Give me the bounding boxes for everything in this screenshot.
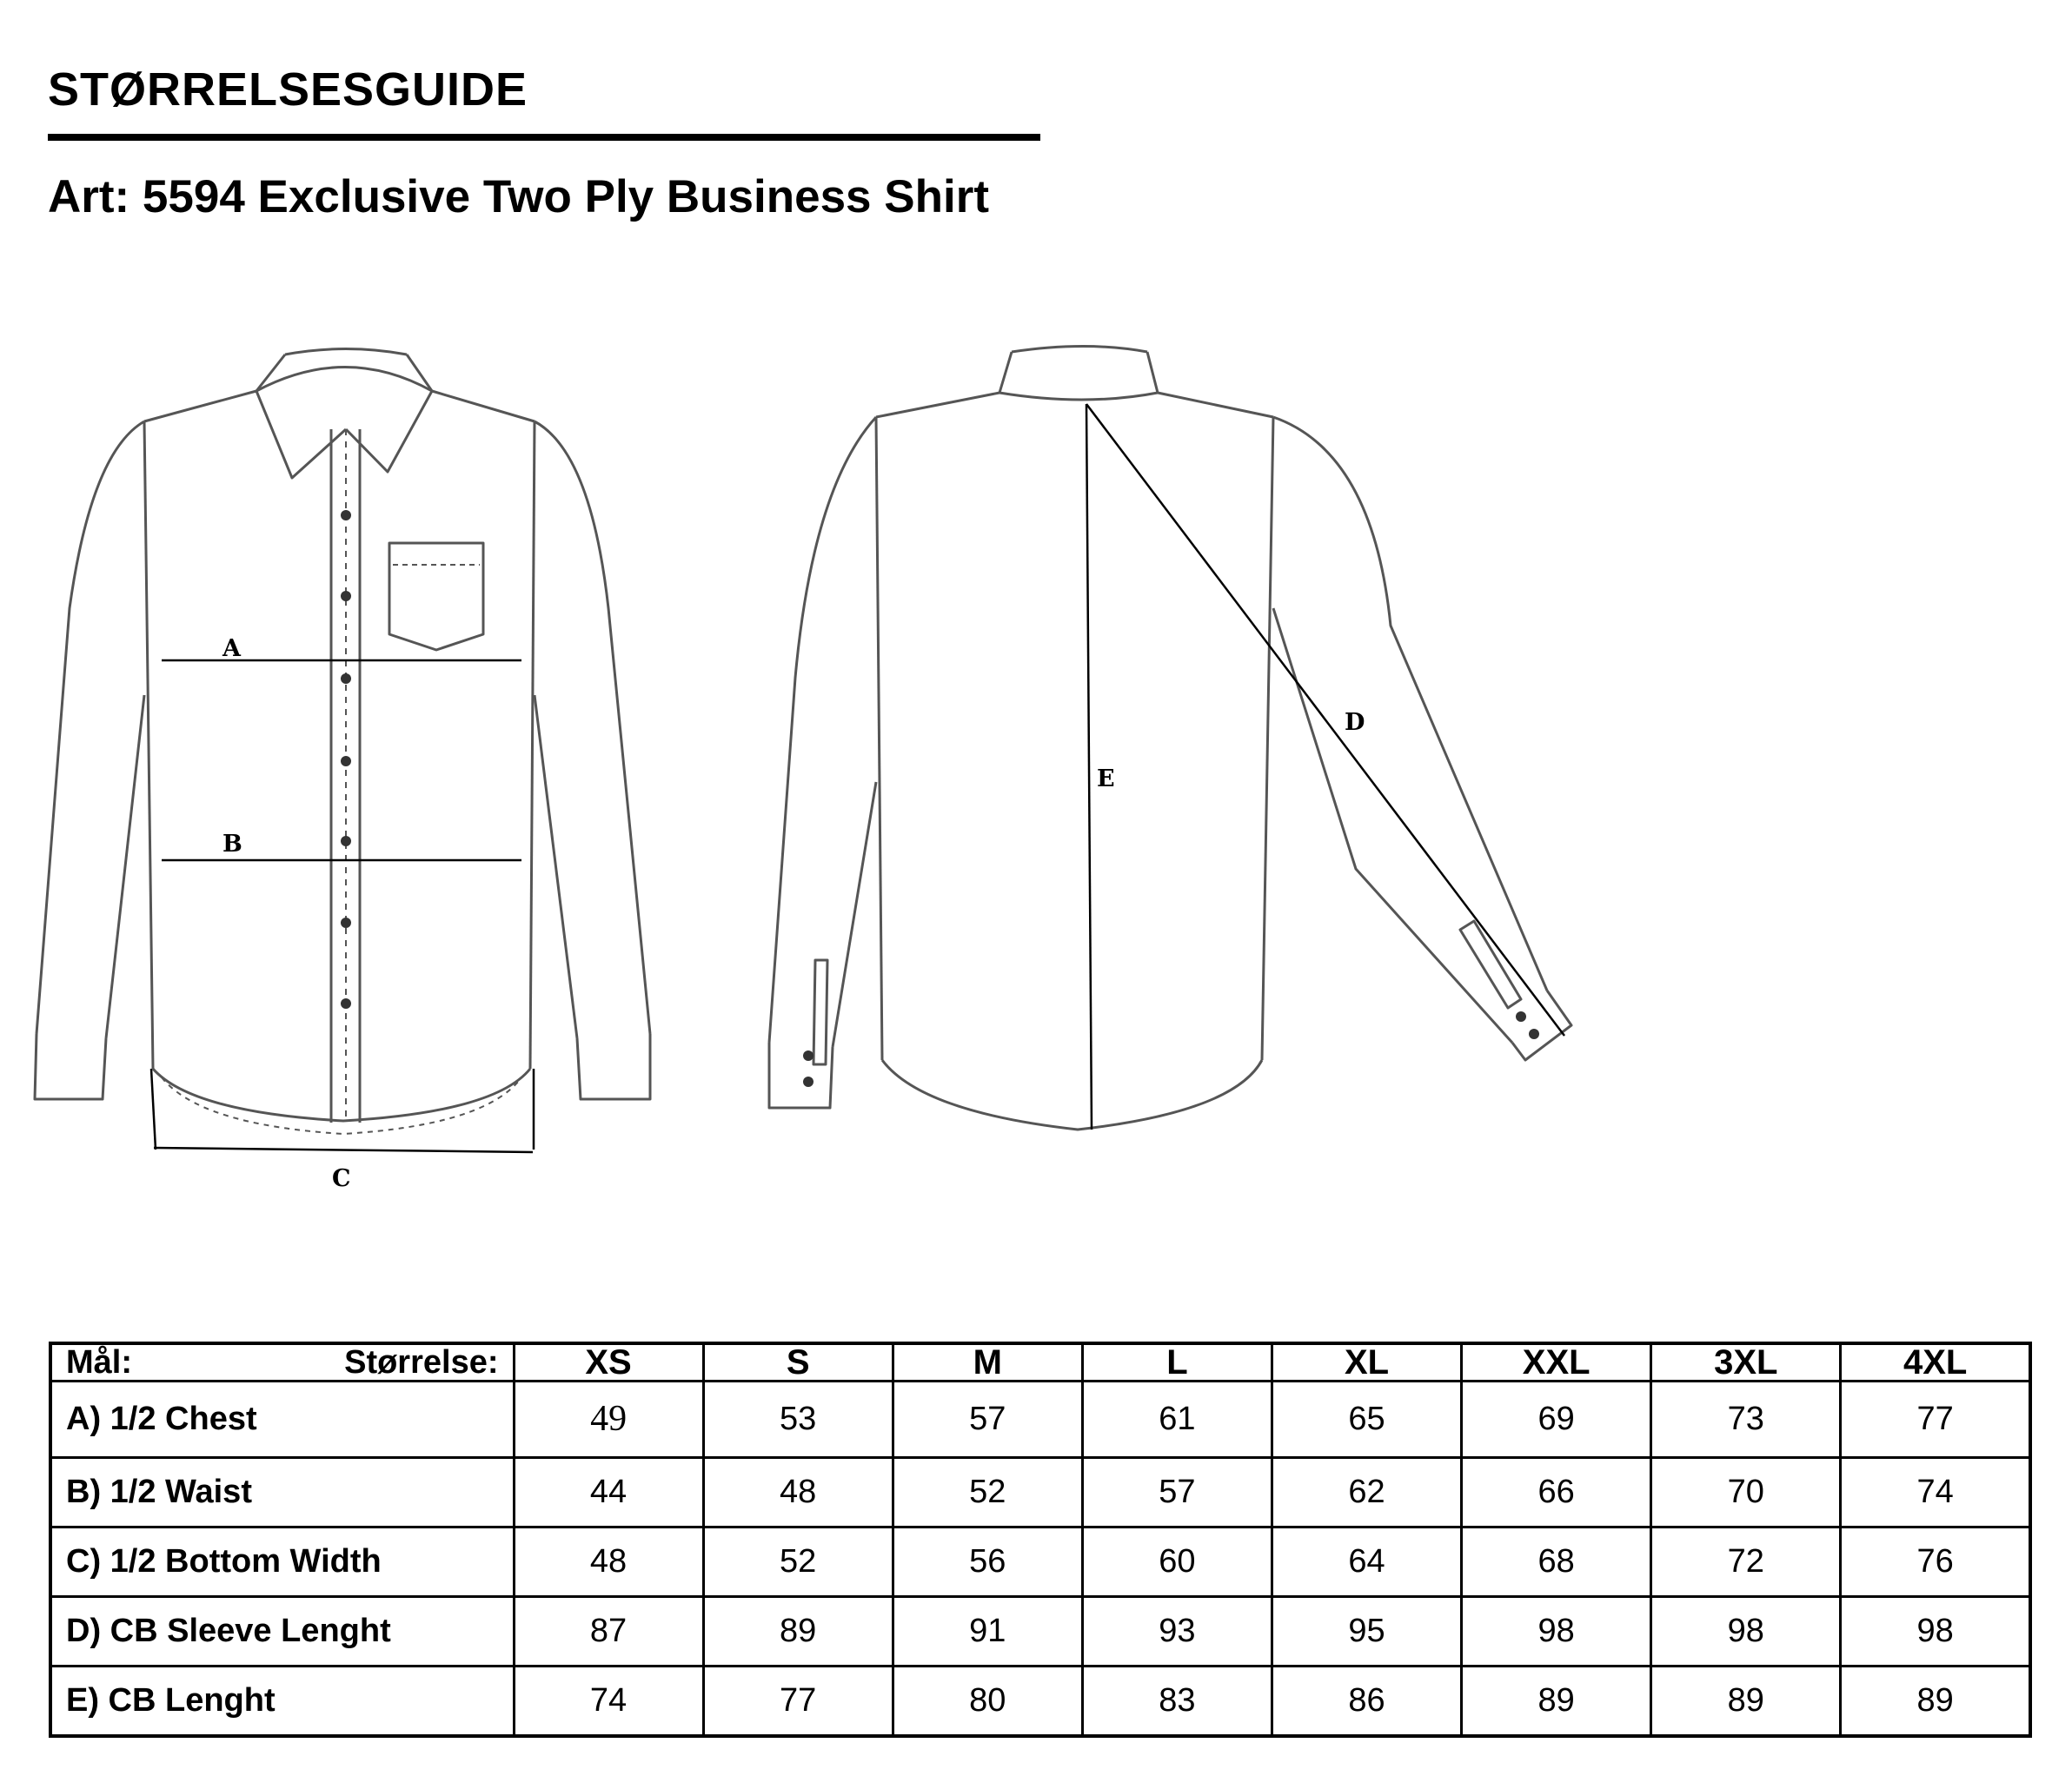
table-cell: 74 [514, 1666, 703, 1736]
table-cell: 48 [703, 1457, 893, 1527]
label-a: A [222, 635, 241, 662]
table-cell: 80 [893, 1666, 1082, 1736]
table-cell: 89 [703, 1596, 893, 1666]
table-cell: 44 [514, 1457, 703, 1527]
table-row [50, 1596, 2030, 1666]
product-title: Art: 5594 Exclusive Two Ply Business Shirt [48, 171, 989, 222]
table-cell: 68 [1462, 1527, 1651, 1596]
size-col-m: M [893, 1343, 1082, 1382]
measure-header-cell [50, 1343, 514, 1382]
table-row [50, 1382, 2030, 1458]
size-col-xxl: XXL [1462, 1343, 1651, 1382]
table-cell: 74 [1841, 1457, 2030, 1527]
label-d: D [1345, 709, 1365, 736]
size-col-xs: XS [514, 1343, 703, 1382]
table-cell: 93 [1082, 1596, 1272, 1666]
table-row [50, 1457, 2030, 1527]
table-row [50, 1666, 2030, 1736]
table-cell: 76 [1841, 1527, 2030, 1596]
table-cell: 70 [1651, 1457, 1841, 1527]
table-cell: 72 [1651, 1527, 1841, 1596]
shirt-front-view [35, 349, 650, 1135]
measure-header: Mål: [66, 1344, 132, 1381]
table-cell: 53 [703, 1382, 893, 1458]
label-e: E [1097, 765, 1115, 792]
table-cell: 87 [514, 1596, 703, 1666]
table-cell: 57 [893, 1382, 1082, 1458]
table-cell: 73 [1651, 1382, 1841, 1458]
table-cell: 49 [514, 1382, 703, 1458]
table-cell: 62 [1272, 1457, 1462, 1527]
row-label: B) 1/2 Waist [50, 1457, 514, 1527]
table-cell: 69 [1462, 1382, 1651, 1458]
table-cell: 52 [893, 1457, 1082, 1527]
table-cell: 65 [1272, 1382, 1462, 1458]
back-buttons [803, 1011, 1539, 1087]
table-cell: 89 [1651, 1666, 1841, 1736]
row-label: E) CB Lenght [50, 1666, 514, 1736]
size-header-row [50, 1343, 2030, 1382]
table-cell: 56 [893, 1527, 1082, 1596]
label-c: C [332, 1165, 351, 1192]
page-title: STØRRELSESGUIDE [48, 63, 528, 116]
title-underline [48, 134, 1040, 141]
table-cell: 98 [1651, 1596, 1841, 1666]
table-cell: 52 [703, 1527, 893, 1596]
table-row [50, 1527, 2030, 1596]
table-cell: 60 [1082, 1527, 1272, 1596]
shirt-back-view [769, 347, 1571, 1130]
table-cell: 64 [1272, 1527, 1462, 1596]
shirt-diagram [0, 313, 1608, 1199]
size-header: Størrelse: [344, 1344, 499, 1381]
table-cell: 91 [893, 1596, 1082, 1666]
label-b: B [222, 831, 242, 858]
table-cell: 66 [1462, 1457, 1651, 1527]
size-col-l: L [1082, 1343, 1272, 1382]
table-cell: 57 [1082, 1457, 1272, 1527]
table-cell: 95 [1272, 1596, 1462, 1666]
size-table [49, 1342, 2032, 1738]
size-col-4xl: 4XL [1841, 1343, 2030, 1382]
size-col-xl: XL [1272, 1343, 1462, 1382]
measure-lines-front [151, 660, 534, 1152]
table-cell: 48 [514, 1527, 703, 1596]
size-col-s: S [703, 1343, 893, 1382]
table-cell: 98 [1841, 1596, 2030, 1666]
table-cell: 83 [1082, 1666, 1272, 1736]
table-cell: 89 [1462, 1666, 1651, 1736]
table-cell: 61 [1082, 1382, 1272, 1458]
row-label: A) 1/2 Chest [50, 1382, 514, 1458]
size-col-3xl: 3XL [1651, 1343, 1841, 1382]
table-cell: 98 [1462, 1596, 1651, 1666]
table-cell: 89 [1841, 1666, 2030, 1736]
row-label: D) CB Sleeve Lenght [50, 1596, 514, 1666]
table-cell: 77 [1841, 1382, 2030, 1458]
table-cell: 86 [1272, 1666, 1462, 1736]
row-label: C) 1/2 Bottom Width [50, 1527, 514, 1596]
table-cell: 77 [703, 1666, 893, 1736]
